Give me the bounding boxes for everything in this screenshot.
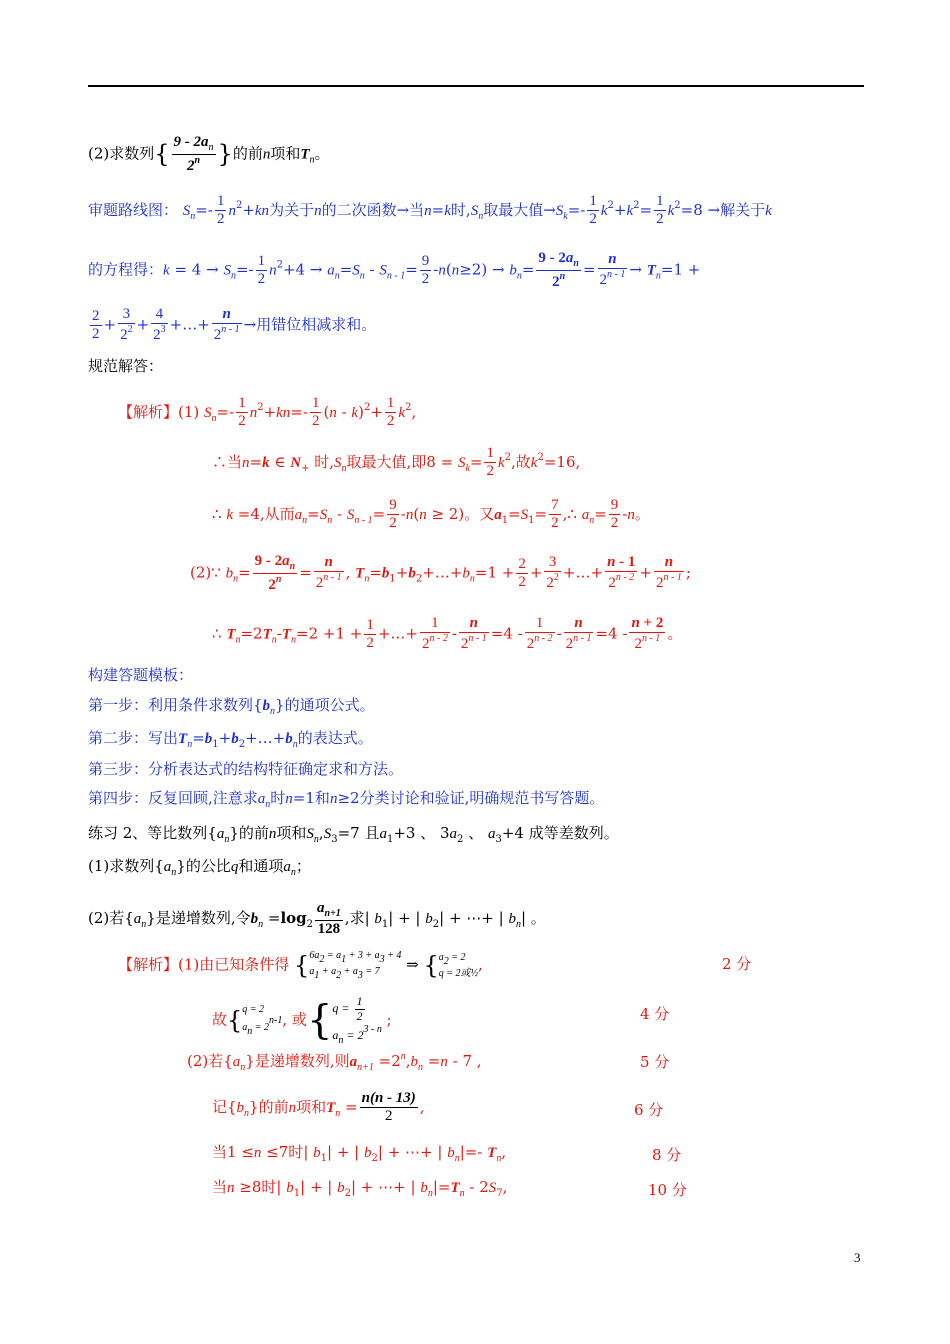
template-title: 构建答题模板： [88,666,194,684]
answer-2-line-5: 当1 ≤n ≤7时| $b_1|$ + | $b_2|$ + ⋯+ | $b_n|=-$ $T_n$, [212,1143,507,1164]
score-2: 4 分 [640,1005,670,1023]
template-step-1: 第一步：利用条件求数列$\{b_n\}$的通项公式。 [88,696,375,717]
score-1: 2 分 [722,955,752,973]
solution-line-3: ∴ k =4,从而$a_n=S_n - S_{n - 1}=$ $\frac{9}{2}$ -n(n ≥ 2)。又$a_1=S_1=$ $\frac{7}{2}$ ,∴ $a_n=$ $\frac{9}{2}$ -n。 [212,497,650,532]
norm-label: 规范解答： [88,357,164,375]
score-6: 10 分 [648,1181,687,1199]
header-rule [88,85,864,87]
question-2: (2)求数列{ $\frac{9 - 2a_n}{2^n}$ }的前n项和$T_n$。 [88,134,330,174]
exercise-2-q2: (2)若$\{a_n\}$是递增数列,令$b_n =\log_2$ $\frac{a_{n+1}}{128}$ ,求| $b_1|$ + | $b_2|$ + ⋯+ | $b_n|$ 。 [88,900,546,937]
route-line-1: 审题路线图： $S_n=-$ $\frac{1}{2}$ $n^2+kn$为关于n的二次函数→当n=k时$,S_n$取最大值$\to S_k=-$ $\frac{1}{2}$ $k^2+k^2=$ $\frac{1}{2}$ $k^2=8$ →解关于k [88,193,772,228]
score-4: 6 分 [634,1101,664,1119]
exercise-2-q1: (1)求数列$\{a_n\}$的公比q和通项$a_n$； [88,857,311,878]
answer-2-line-4: 记$\{b_n\}$的前n项和$T_n$ = $\frac{n(n - 13)}{2}$ , [212,1090,425,1125]
solution-line-2: ∴当n=k ∈ $N_+$ 时$,S_n$取最大值,即$8 = S_k=$ $\frac{1}{2}$ $k^2$,故$k^2=16$, [212,445,581,480]
answer-2-line-3: (2)若$\{a_n\}$是递增数列,则$a_{n+1} =2^n,b_n =n - 7$ , [187,1051,482,1073]
template-step-2: 第二步：写出$T_n=b_1+b_2+\dots+b_n$的表达式。 [88,729,373,750]
solution-line-4: (2)∵ $b_n=$ $\frac{9 - 2a_n}{2^n}$ = $\frac{n}{2^{n - 1}}$ , $T_n=b_1+b_2+\dots+b_n=1$ + $\frac{2}{2}$ + $\frac{3}{2^2}$ +…+ $\frac{n - 1}{2^{n - 2}}$ + $\frac{n}{2^{n - 1}}$ ; [190,553,691,593]
answer-2-line-2: 故{ q = 2 an = 2n-1 , 或{ q = $\frac{1}{2}$ $a_n = 2^{3 - n}$ ; [212,994,392,1046]
template-step-4: 第四步：反复回顾,注意求$a_n$时n=1和n≥2分类讨论和验证,明确规范书写答题。 [88,789,605,810]
template-step-3: 第三步：分析表达式的结构特征确定求和方法。 [88,760,404,778]
score-3: 5 分 [640,1053,670,1071]
route-line-3: $\frac{2}{2}$ + $\frac{3}{2^2}$ + $\frac{4}{2^3}$ +…+ $\frac{n}{2^{n - 1}}$ →用错位相减求和。 [92,306,377,344]
answer-2-line-6: 当n ≥8时| $b_1|$ + | $b_2|$ + ⋯+ | $b_n|=T_n - 2S_7$, [212,1178,508,1199]
solution-line-1: 【解析】(1) $S_n=-$ $\frac{1}{2}$ $n^2+kn=-$ $\frac{1}{2}$ (n - k)$^2$+ $\frac{1}{2}$ $k^2$, [118,395,417,430]
route-line-2: 的方程得：$k = 4 \to S_n=-$ $\frac{1}{2}$ $n^2+4 \to a_n=S_n - S_{n - 1}=$ $\frac{9}{2}$ $-n(n\ge 2) \to b_n=$ $\frac{9 - 2a_n}{2^n}$ = $\frac{n}{2^{n - 1}}$ → $T_n=1$ + [88,250,701,290]
score-5: 8 分 [652,1146,682,1164]
exercise-2-intro: 练习 2、等比数列$\{a_n\}$的前n项和$S_n,S_3=7$ 且$a_1+3$ 、 $3a_2$ 、 $a_3+4$ 成等差数列。 [88,824,619,845]
solution-line-5: ∴ $T_n=2T_n-T_n=2 +1$ + $\frac{1}{2}$ +…+ $\frac{1}{2^{n - 2}}$ - $\frac{n}{2^{n - 1}}$ =4 - $\frac{1}{2^{n - 2}}$ - $\frac{n}{2^{n - 1}}$ =4 - $\frac{n + 2}{2^{n - 1}}$ 。 [212,615,683,653]
answer-2-line-1: 【解析】(1)由已知条件得 { 6a2 = a1 + 3 + a3 + 4 a1 + a2 + a3 = 7 ⇒ { a2 = 2 q = 2或½ , [118,950,483,981]
page-number: 3 [854,1250,861,1265]
